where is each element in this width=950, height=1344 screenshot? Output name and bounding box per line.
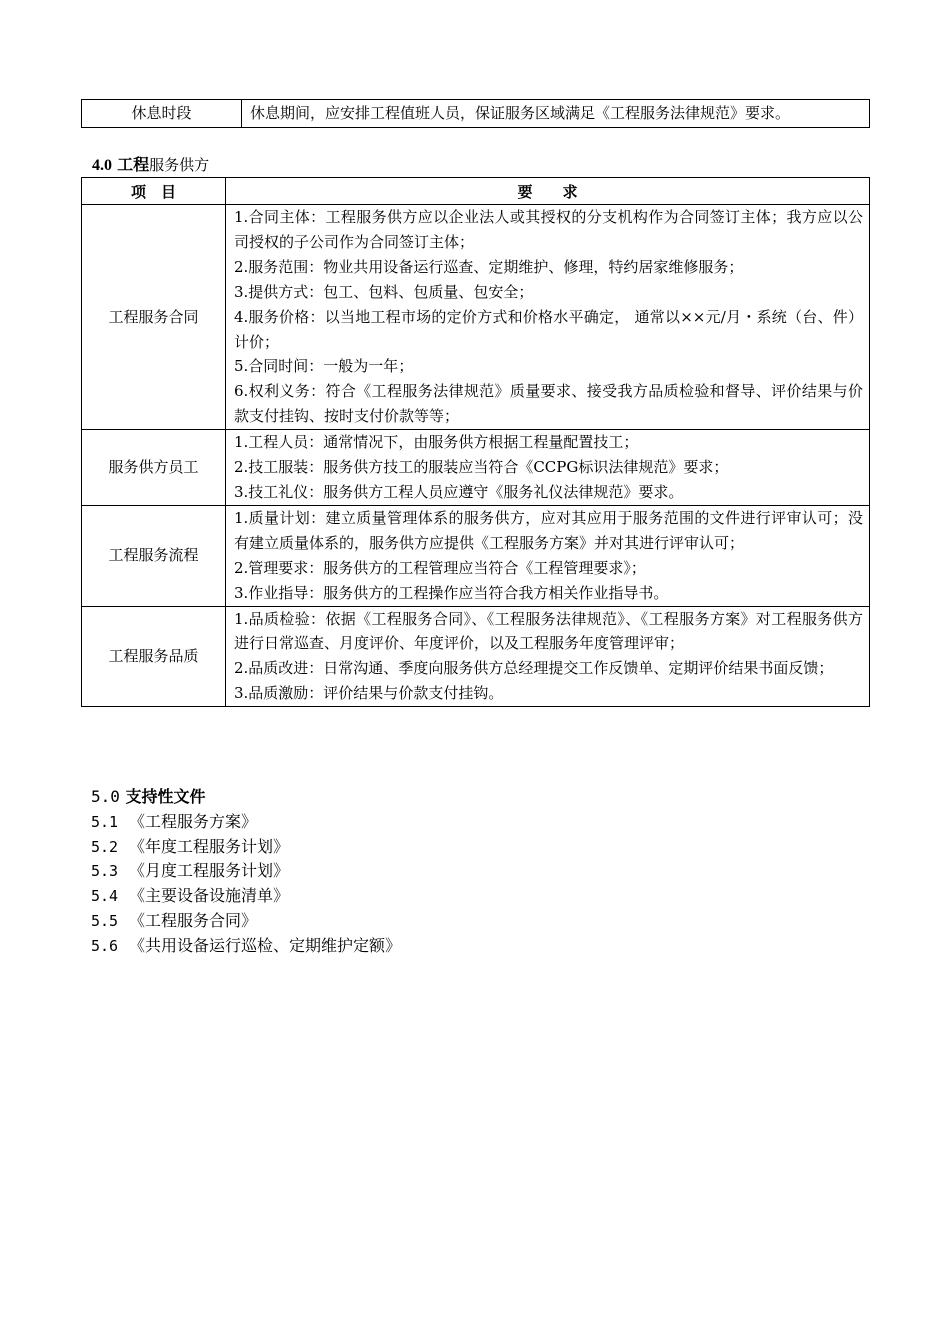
doc-number: 5.4 (91, 887, 119, 906)
requirement-line: 6.权利义务：符合《工程服务法律规范》质量要求、接受我方品质检验和督导、评价结果与价款支付挂钩、按时支付价款等等； (234, 382, 863, 426)
table-row (82, 505, 870, 606)
row-item-label: 工程服务品质 (82, 606, 226, 707)
doc-name: 《工程服务方案》 (129, 811, 258, 831)
row-requirements (226, 505, 870, 606)
requirement-line: 2.品质改进：日常沟通、季度向服务供方总经理提交工作反馈单、定期评价结果书面反馈； (234, 659, 834, 678)
row-item-label: 工程服务合同 (82, 205, 226, 430)
doc-number: 5.2 (91, 837, 119, 856)
requirement-line: 2.技工服装：服务供方技工的服装应当符合《CCPG标识法律规范》要求； (234, 458, 729, 477)
doc-number: 5.5 (91, 911, 119, 930)
rest-period-label: 休息时段 (82, 100, 242, 128)
doc-number: 5.1 (91, 812, 119, 831)
list-item (91, 835, 401, 860)
requirement-line: 1.合同主体：工程服务供方应以企业法人或其授权的分支机构作为合同签订主体；我方应以公司授权的子公司作为合同签订主体； (234, 208, 863, 251)
list-item (91, 909, 401, 934)
header-item: 项 目 (82, 178, 226, 205)
requirement-line: 3.提供方式：包工、包料、包质量、包安全； (234, 282, 534, 301)
list-item (91, 934, 401, 959)
doc-name: 《共用设备运行巡检、定期维护定额》 (129, 935, 402, 955)
row-requirements (226, 606, 870, 707)
section-5-title: 支持性文件 (125, 787, 206, 806)
list-item (91, 859, 401, 884)
requirement-line: 2.管理要求：服务供方的工程管理应当符合《工程管理要求》； (234, 558, 646, 577)
section-5-heading (91, 785, 401, 810)
section-4-heading (92, 155, 209, 176)
doc-number: 5.3 (91, 862, 119, 881)
requirement-line: 3.作业指导：服务供方的工程操作应当符合我方相关作业指导书。 (234, 583, 669, 602)
doc-name: 《主要设备设施清单》 (129, 886, 290, 906)
rest-period-table (81, 99, 870, 128)
row-item-label: 服务供方员工 (82, 430, 226, 506)
section-5-supporting-documents (91, 785, 401, 959)
header-requirement: 要 求 (226, 178, 870, 205)
section-4-number: 4.0 (92, 157, 112, 174)
rest-period-requirement: 休息期间，应安排工程值班人员，保证服务区域满足《工程服务法律规范》要求。 (242, 100, 870, 128)
row-item-label: 工程服务流程 (82, 505, 226, 606)
requirement-line: 2.服务范围：物业共用设备运行巡查、定期维护、修理，特约居家维修服务； (234, 257, 744, 276)
service-supplier-table (81, 177, 870, 707)
doc-number: 5.6 (91, 936, 119, 955)
requirement-line: 1.品质检验：依据《工程服务合同》、《工程服务法律规范》、《工程服务方案》对工程服务供方进行日常巡查、月度评价、年度评价，以及工程服务年度管理评审； (234, 609, 863, 653)
requirement-line: 1.工程人员：通常情况下，由服务供方根据工程量配置技工； (234, 433, 639, 452)
list-item (91, 884, 401, 909)
section-5-number: 5.0 (91, 787, 120, 806)
requirement-line: 3.技工礼仪：服务供方工程人员应遵守《服务礼仪法律规范》要求。 (234, 482, 684, 501)
row-requirements (226, 205, 870, 430)
doc-name: 《工程服务合同》 (129, 910, 258, 930)
requirement-line: 3.品质激励：评价结果与价款支付挂钩。 (234, 684, 504, 703)
doc-name: 《年度工程服务计划》 (129, 836, 290, 856)
table-row (82, 100, 870, 128)
table-row (82, 606, 870, 707)
requirement-line: 4.服务价格：以当地工程市场的定价方式和价格水平确定， 通常以××元/月・系统（台、件）计价； (234, 307, 863, 351)
section-4-title-rest: 服务供方 (149, 156, 210, 174)
doc-name: 《月度工程服务计划》 (129, 861, 290, 881)
requirement-line: 5.合同时间：一般为一年； (234, 357, 414, 376)
table-header-row (82, 178, 870, 205)
requirement-line: 1.质量计划：建立质量管理体系的服务供方，应对其应用于服务范围的文件进行评审认可；没有建立质量体系的，服务供方应提供《工程服务方案》并对其进行评审认可； (234, 508, 863, 552)
section-4-title-bold: 工程 (117, 155, 150, 174)
table-row (82, 205, 870, 430)
table-row (82, 430, 870, 506)
list-item (91, 810, 401, 835)
row-requirements (226, 430, 870, 506)
